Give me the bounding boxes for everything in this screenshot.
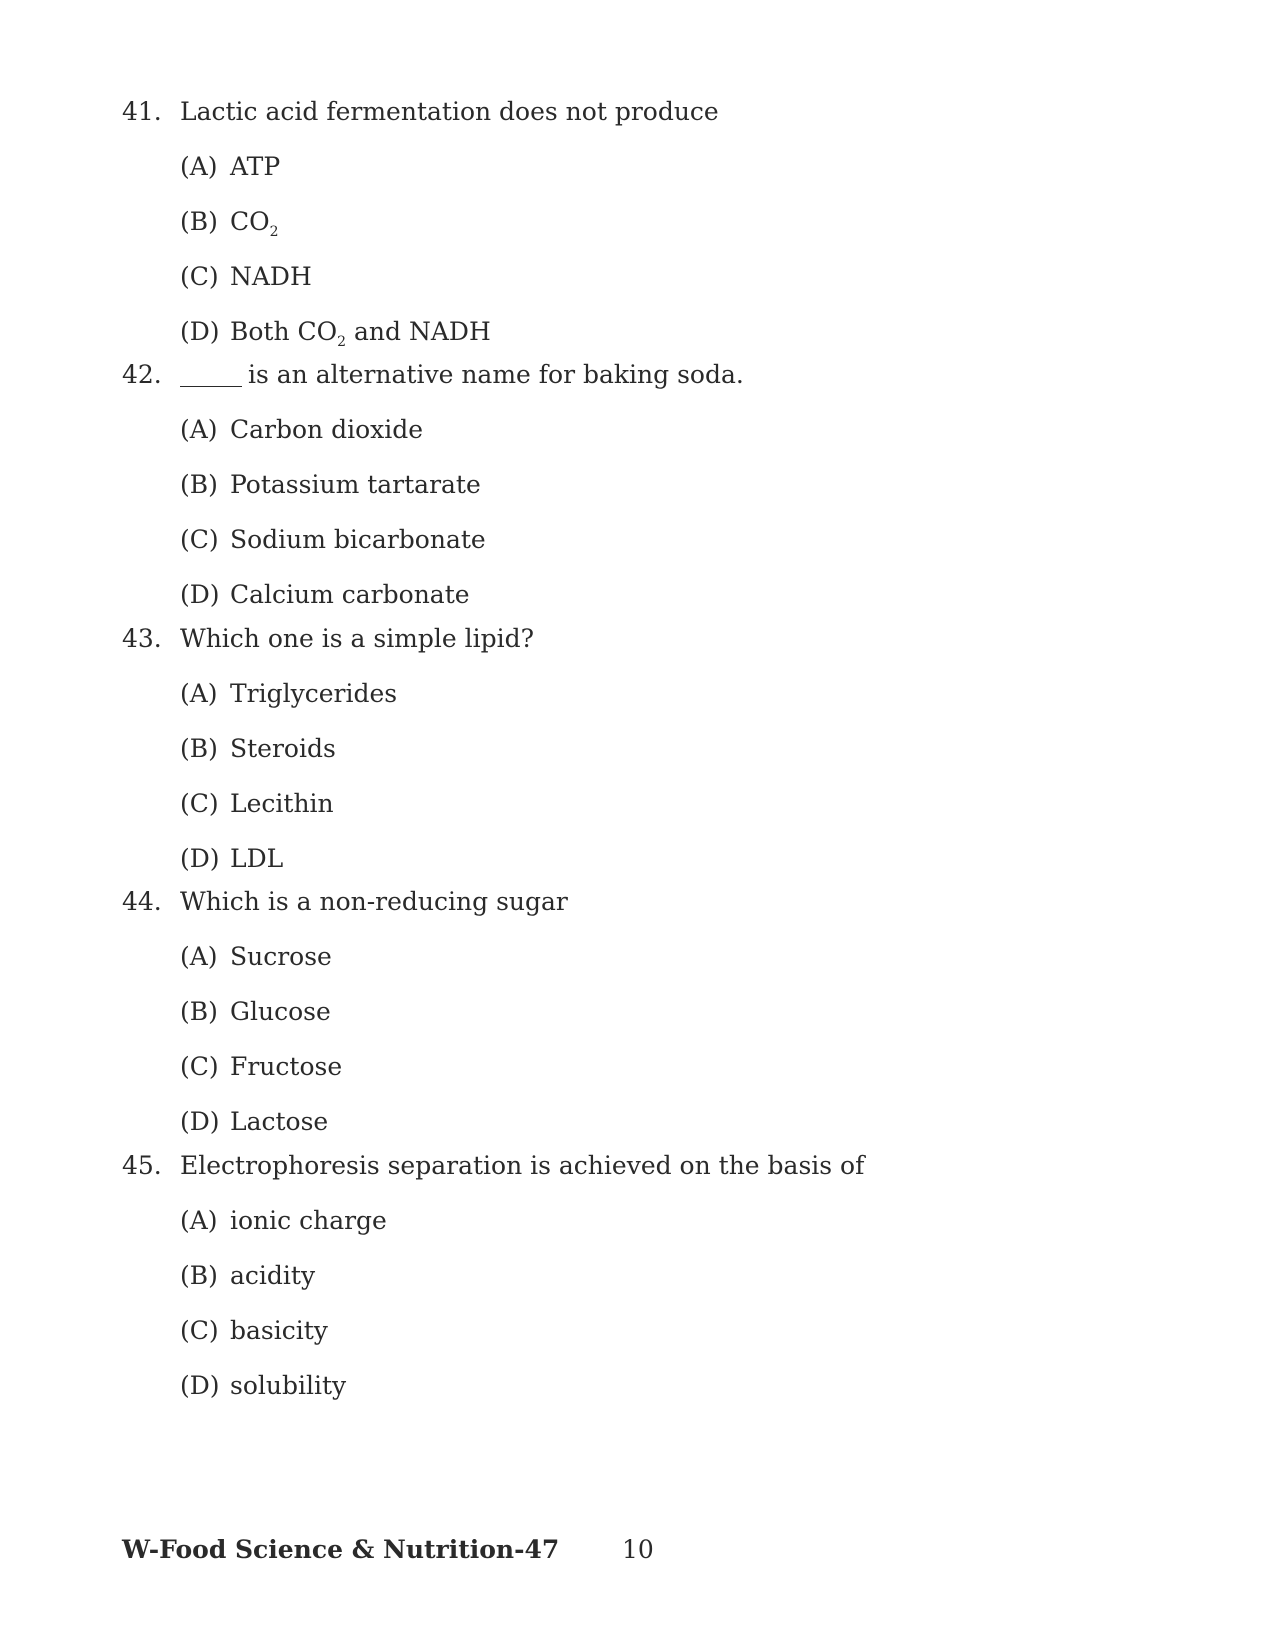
option-c <box>122 520 1122 560</box>
option-letter: (D) <box>180 580 220 609</box>
fill-in-blank <box>180 358 242 387</box>
option-a <box>122 410 1122 450</box>
option-letter: (A) <box>180 679 218 708</box>
question-45 <box>122 1146 1122 1406</box>
option-letter: (A) <box>180 1206 218 1235</box>
option-text <box>230 202 279 242</box>
option-letter: (B) <box>180 207 218 236</box>
option-d <box>122 839 1122 879</box>
question-number: 42. <box>122 360 162 389</box>
option-d <box>122 312 1122 352</box>
question-42 <box>122 355 1122 615</box>
option-letter: (B) <box>180 734 218 763</box>
option-letter: (C) <box>180 1316 219 1345</box>
option-c <box>122 1311 1122 1351</box>
option-letter: (B) <box>180 1261 218 1290</box>
question-text: Lactic acid fermentation does not produce <box>180 97 719 126</box>
question-text-main: is an alternative name for baking soda. <box>248 360 744 389</box>
option-letter: (C) <box>180 1052 219 1081</box>
option-text: Glucose <box>230 997 331 1026</box>
option-a <box>122 1201 1122 1241</box>
option-c <box>122 784 1122 824</box>
option-text: acidity <box>230 1261 316 1290</box>
question-number: 44. <box>122 887 162 916</box>
option-text: solubility <box>230 1371 347 1400</box>
option-b <box>122 729 1122 769</box>
option-text: Potassium tartarate <box>230 470 481 499</box>
option-letter: (B) <box>180 470 218 499</box>
option-letter: (D) <box>180 1107 220 1136</box>
question-44 <box>122 882 1122 1142</box>
option-letter: (C) <box>180 525 219 554</box>
option-a <box>122 674 1122 714</box>
option-letter: (A) <box>180 415 218 444</box>
question-text: Which one is a simple lipid? <box>180 624 535 653</box>
option-b <box>122 1256 1122 1296</box>
option-b <box>122 992 1122 1032</box>
option-text: Sodium bicarbonate <box>230 525 486 554</box>
footer-title: W-Food Science & Nutrition-47 <box>122 1535 560 1564</box>
option-text: Sucrose <box>230 942 332 971</box>
option-text: Lecithin <box>230 789 334 818</box>
option-d <box>122 1102 1122 1142</box>
option-letter: (C) <box>180 789 219 818</box>
option-text: Lactose <box>230 1107 329 1136</box>
option-text: Triglycerides <box>230 679 398 708</box>
option-text: Carbon dioxide <box>230 415 424 444</box>
option-text-main: CO <box>230 207 270 236</box>
option-text-after: and NADH <box>346 317 491 346</box>
option-letter: (A) <box>180 942 218 971</box>
option-text: basicity <box>230 1316 328 1345</box>
option-letter: (D) <box>180 1371 220 1400</box>
question-41 <box>122 92 1122 352</box>
option-b <box>122 202 1122 242</box>
subscript: 2 <box>269 224 279 240</box>
option-c <box>122 257 1122 297</box>
question-text <box>180 355 744 395</box>
option-letter: (A) <box>180 152 218 181</box>
question-number: 45. <box>122 1151 162 1180</box>
option-d <box>122 1366 1122 1406</box>
option-a <box>122 147 1122 187</box>
option-letter: (D) <box>180 317 220 346</box>
option-text <box>230 312 491 352</box>
option-text: NADH <box>230 262 312 291</box>
question-43 <box>122 619 1122 879</box>
question-text: Which is a non-reducing sugar <box>180 887 568 916</box>
option-text: ATP <box>230 152 281 181</box>
option-text: Calcium carbonate <box>230 580 470 609</box>
option-letter: (C) <box>180 262 219 291</box>
question-number: 43. <box>122 624 162 653</box>
option-d <box>122 575 1122 615</box>
option-text-main: Both CO <box>230 317 338 346</box>
option-a <box>122 937 1122 977</box>
option-c <box>122 1047 1122 1087</box>
option-text: LDL <box>230 844 284 873</box>
option-text: ionic charge <box>230 1206 387 1235</box>
option-letter: (B) <box>180 997 218 1026</box>
option-letter: (D) <box>180 844 220 873</box>
question-number: 41. <box>122 97 162 126</box>
option-text: Steroids <box>230 734 336 763</box>
question-text: Electrophoresis separation is achieved on the basis of <box>180 1151 865 1180</box>
subscript: 2 <box>337 334 347 350</box>
page-number: 10 <box>622 1535 654 1564</box>
option-text: Fructose <box>230 1052 343 1081</box>
option-b <box>122 465 1122 505</box>
